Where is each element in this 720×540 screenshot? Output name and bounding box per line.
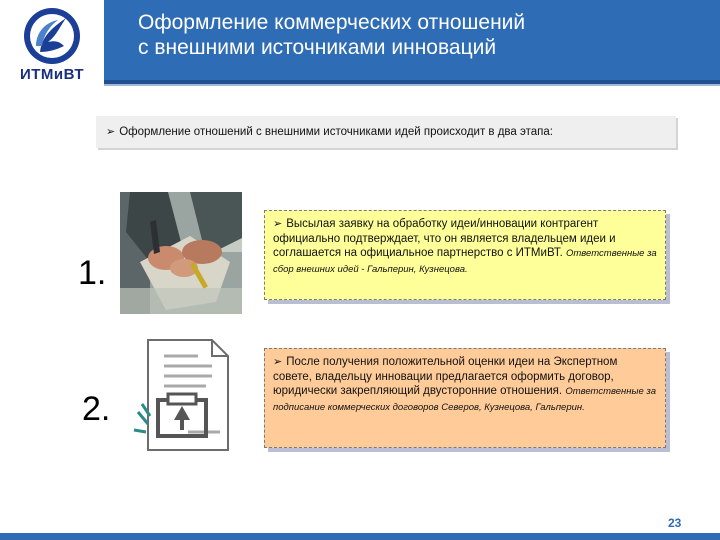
intro-bar: [96, 116, 676, 148]
title-line-1: Оформление коммерческих отношений: [138, 11, 526, 34]
step-2-box: [264, 348, 666, 448]
footer-bar: [0, 533, 720, 540]
title-line-2: с внешними источниками инноваций: [138, 36, 497, 59]
document-image: [128, 334, 240, 456]
intro-text: Оформление отношений с внешними источниками идей происходит в два этапа:: [119, 126, 553, 138]
page-number: 23: [668, 516, 682, 530]
handshake-image: [120, 192, 242, 314]
itmivt-logo-icon: [22, 6, 82, 66]
header-divider: [104, 84, 720, 86]
document-icon: [128, 334, 240, 456]
step-2-text: После получения положительной оценки идеи на Экспертном совете, владельцу инновации предлагается оформить договор, юридически закрепляющий двусторонние отношения.: [273, 356, 618, 397]
step-number-1: 1.: [78, 254, 107, 292]
bullet-arrow-icon: ➢: [273, 217, 283, 230]
bullet-arrow-icon: ➢: [273, 355, 283, 368]
slide-header: [0, 0, 720, 96]
step-1-text: Высылая заявку на обработку идеи/инновации контрагент официально подтверждает, что он является владельцем идеи и соглашается на официальное партнерство с ИТМиВТ.: [273, 218, 616, 259]
step-number-2: 2.: [82, 390, 111, 428]
step-1-responsible: Ответственные за сбор внешних идей - Гальперин, Кузнецова.: [273, 248, 657, 275]
logo: [0, 0, 104, 96]
handshake-photo-icon: [120, 192, 242, 314]
logo-text: ИТМиВТ: [19, 66, 85, 83]
bullet-arrow-icon: ➢: [106, 125, 116, 138]
title-bar: [104, 0, 720, 84]
step-1-box: [264, 210, 666, 300]
step-2-responsible: Ответственные за подписание коммерческих договоров Северов, Кузнецова, Гальперин.: [273, 386, 657, 413]
page-title: [138, 10, 698, 60]
